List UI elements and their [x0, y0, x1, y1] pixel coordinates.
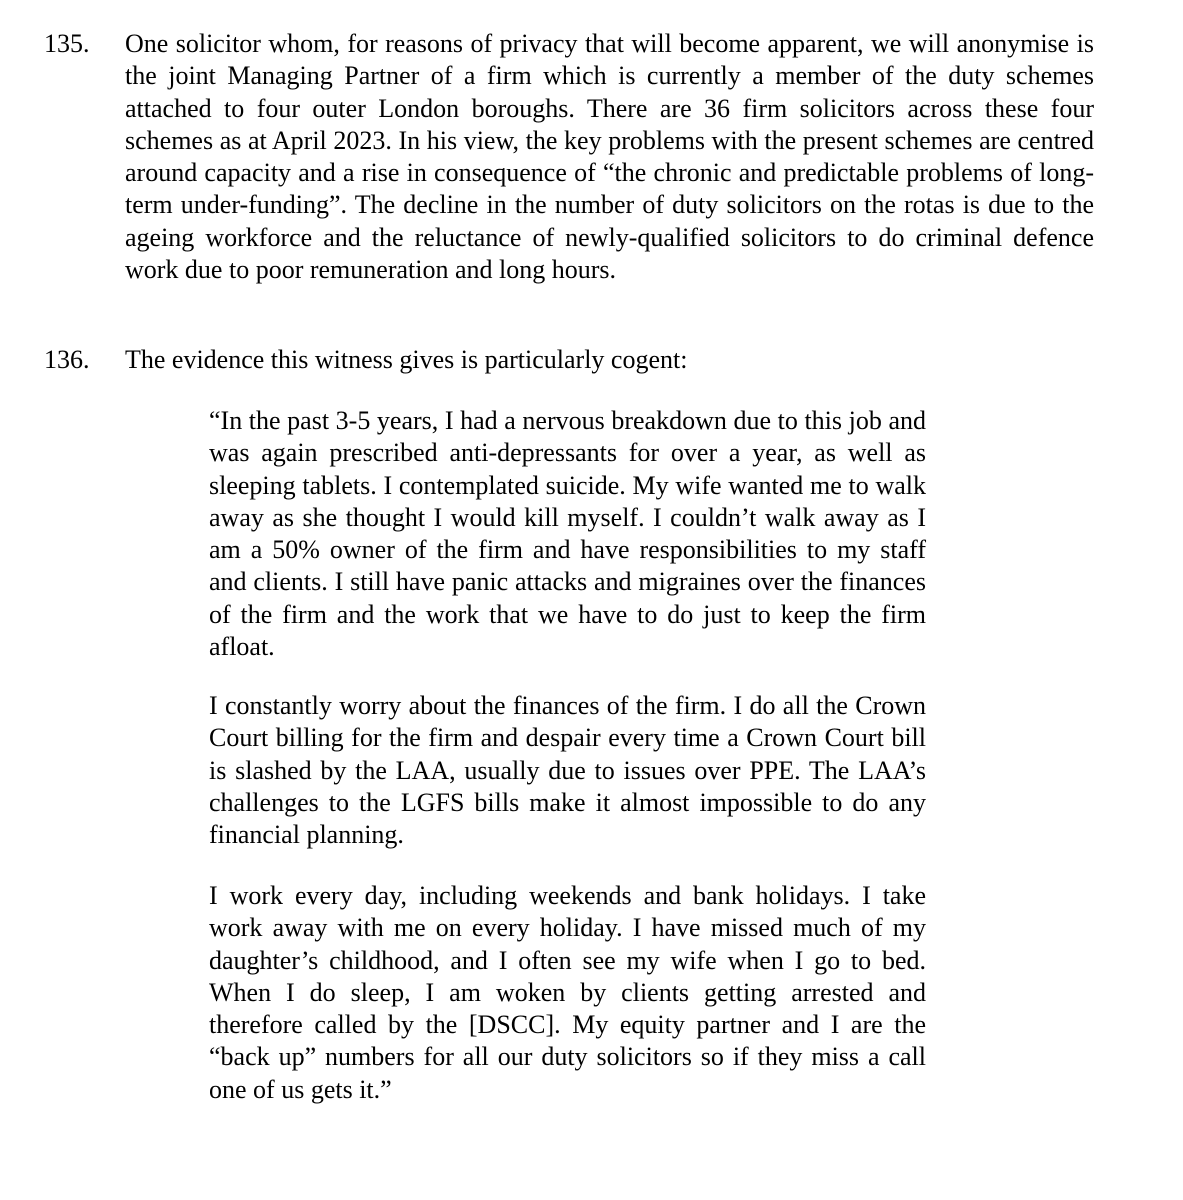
paragraph-text: One solicitor whom, for reasons of privacy that will become apparent, we will anonymise is the joint Managing Partner of a firm which is currently a member of the duty schemes attached to four outer London boroughs. There are 36 firm solicitors across these four schemes as at April 2023. In his view, the key problems with the present schemes are centred around capacity and a rise in consequence of “the chronic and predictable problems of long-term under-funding”. The decline in the number of duty solicitors on the rotas is due to the ageing workforce and the reluctance of newly-qualified solicitors to do criminal defence work due to poor remuneration and long hours.: [125, 29, 1094, 285]
quote-paragraph: “In the past 3-5 years, I had a nervous breakdown due to this job and was again prescribed anti-depressants for over a year, as well as sleeping tablets. I contemplated suicide. My wife wanted me to walk away as she thought I would kill myself. I couldn’t walk away as I am a 50% owner of the firm and have responsibilities to my staff and clients. I still have panic attacks and migraines over the finances of the firm and the work that we have to do just to keep the firm afloat.: [209, 406, 926, 662]
quote-paragraph: I work every day, including weekends and bank holidays. I take work away with me on every holiday. I have missed much of my daughter’s childhood, and I often see my wife when I go to bed. When I do sleep, I am woken by clients getting arrested and therefore called by the [DSCC]. My equity partner and I are the “back up” numbers for all our duty solicitors so if they miss a call one of us gets it.”: [209, 881, 926, 1104]
paragraph-number: 136.: [44, 345, 90, 374]
paragraph-number: 135.: [44, 29, 90, 58]
paragraph-text: The evidence this witness gives is particularly cogent:: [125, 345, 688, 374]
quote-paragraph: I constantly worry about the finances of the firm. I do all the Crown Court billing for the firm and despair every time a Crown Court bill is slashed by the LAA, usually due to issues over PPE. The LAA’s challenges to the LGFS bills make it almost impossible to do any financial planning.: [209, 691, 926, 850]
